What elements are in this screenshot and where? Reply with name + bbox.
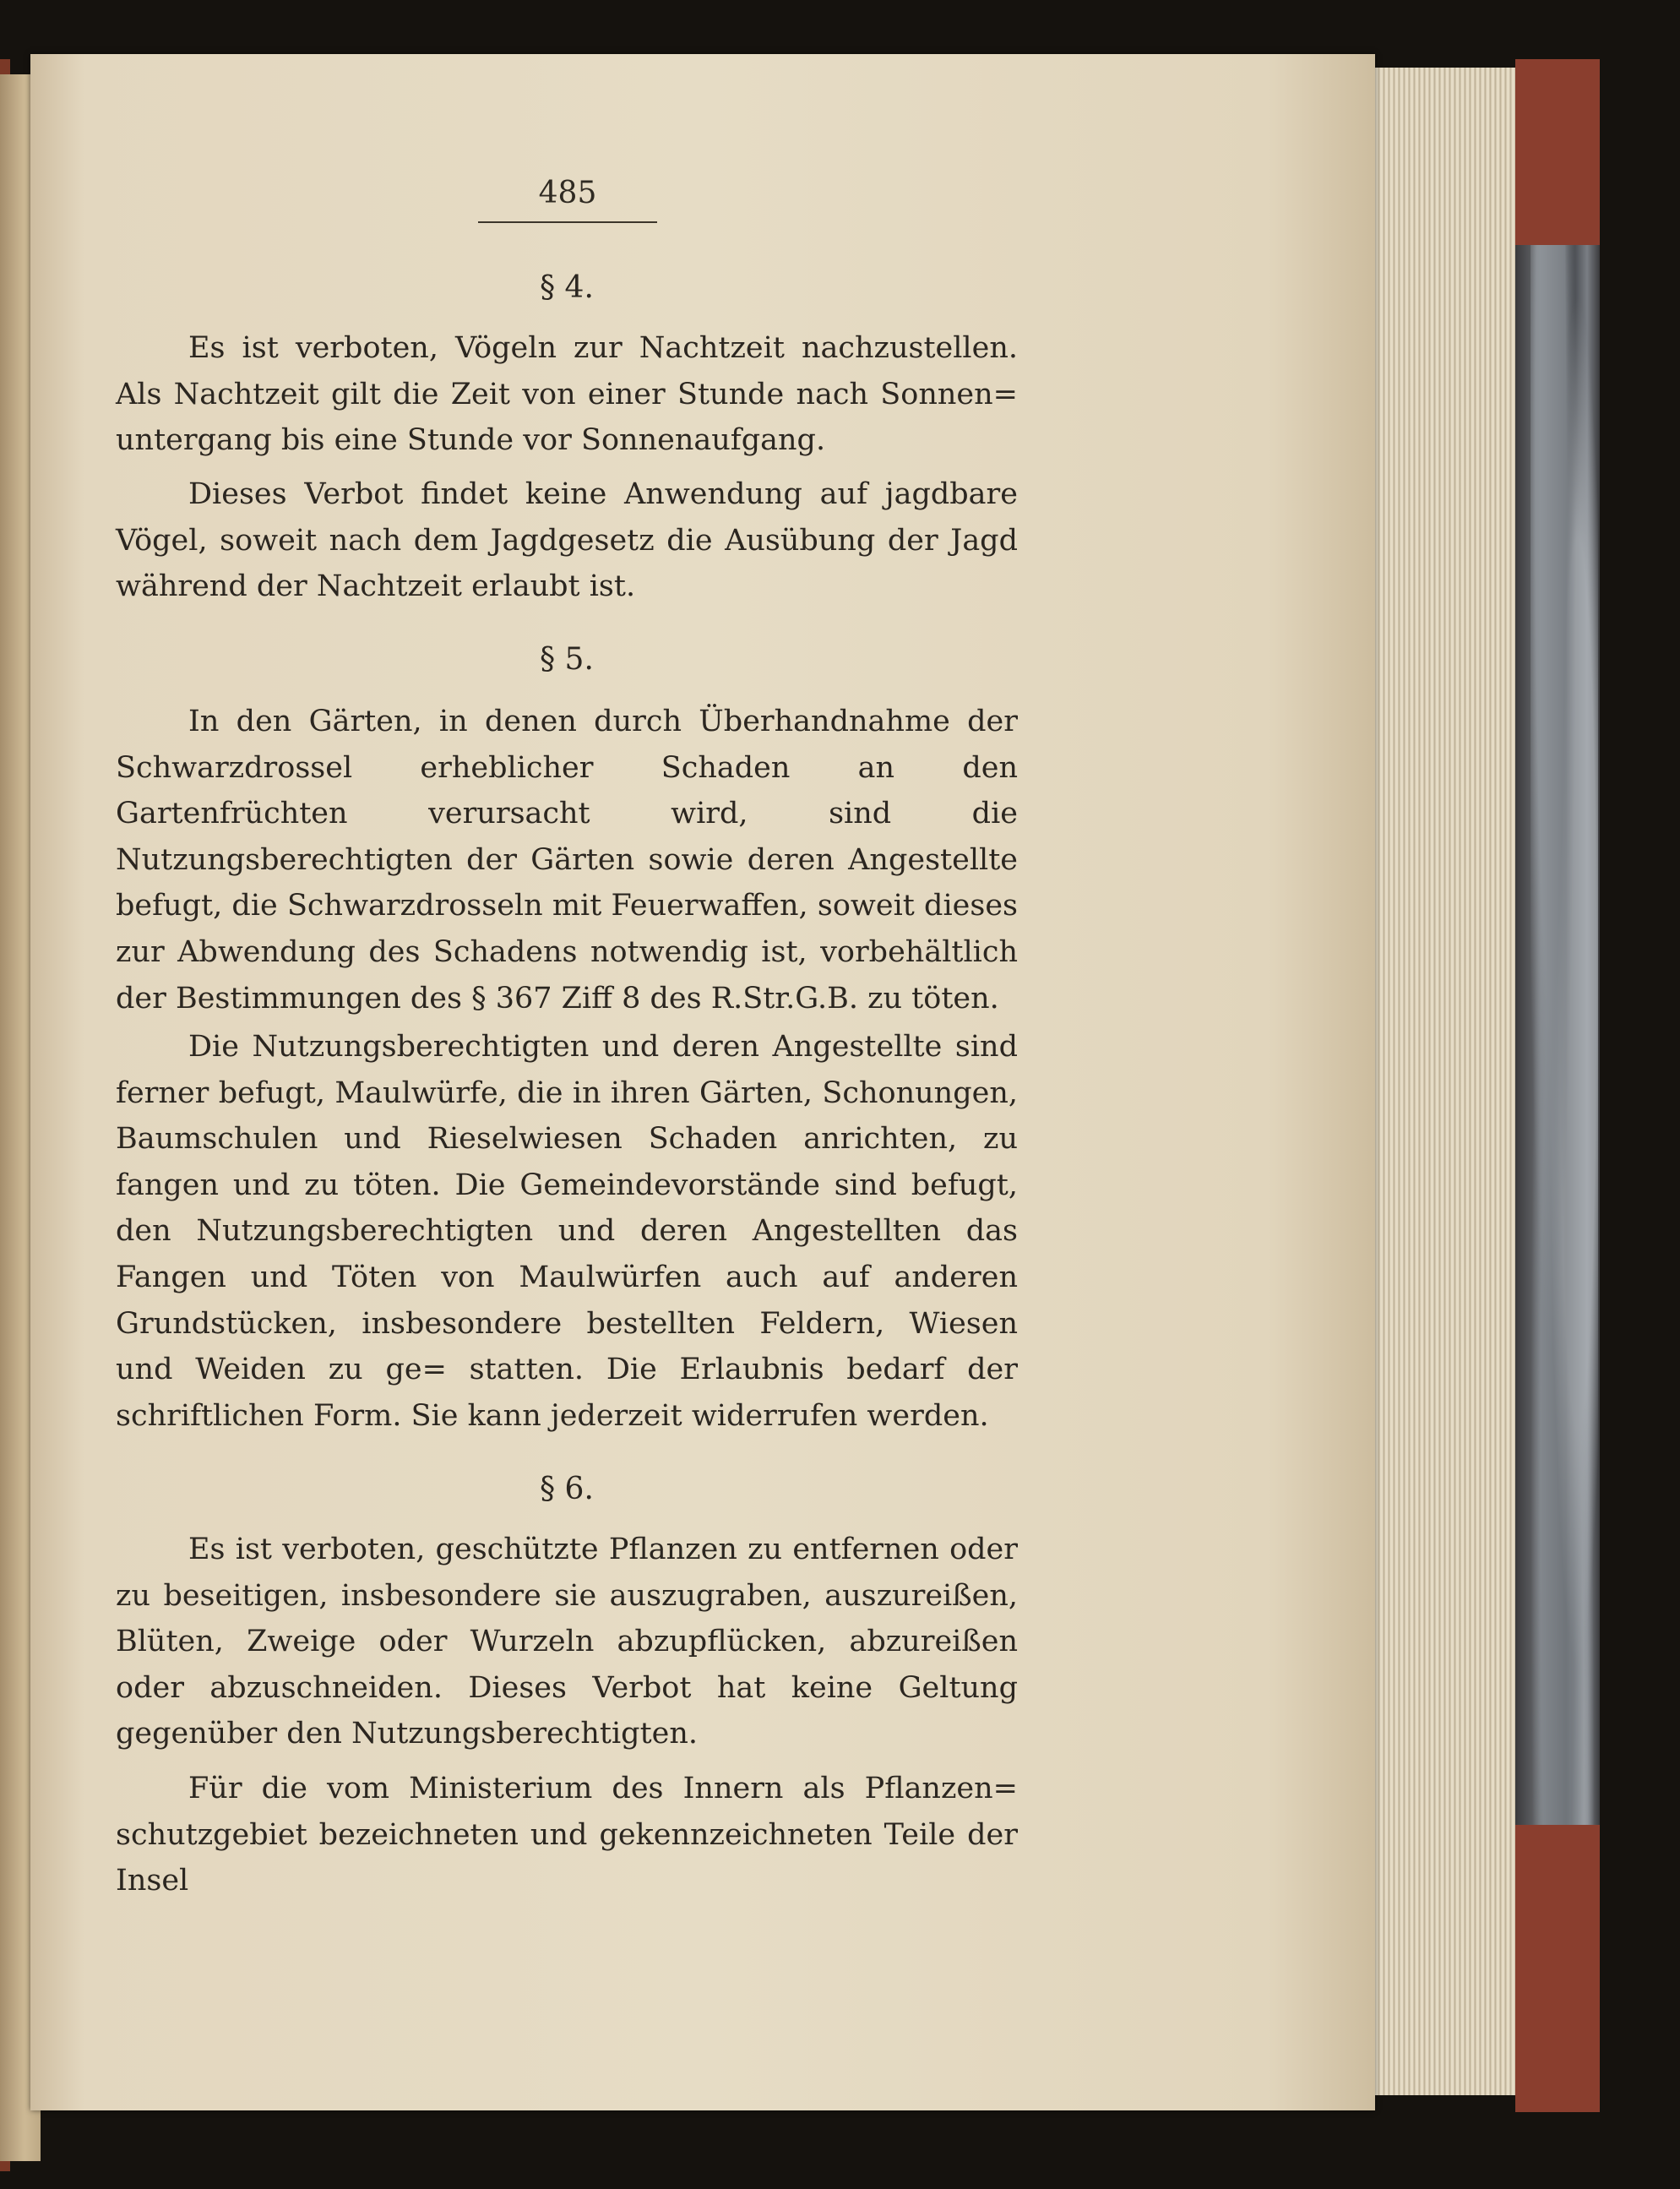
section-heading-5: § 5. (540, 642, 594, 677)
paragraph-4-2: Dieses Verbot findet keine Anwendung auf jagdbare Vögel, soweit nach dem Jagdgesetz die Ausübung der Jagd während der Nachtzeit erlaubt ist. (116, 477, 1018, 604)
page-block-edges (1375, 68, 1515, 2095)
cover-corner-top (1515, 59, 1600, 245)
section-heading-4: § 4. (540, 270, 594, 305)
paragraph-5-2: Die Nutzungsberechtigten und deren Angestellte sind ferner befugt, Maulwürfe, die in ihren Gärten, Schonungen, Baumschulen und Rieselwiesen Schaden anrichten, zu fangen und zu töten. Die Gemeindevorstände sind befugt, den Nutzungsberechtigten und deren Angestellten das Fangen und Töten von Maulwürfen auch auf anderen Grundstücken, insbesondere bestellten Feldern, Wiesen und Weiden zu ge= statten. Die Erlaubnis bedarf der schriftlichen Form. Sie kann jederzeit widerrufen werden. (116, 1030, 1018, 1433)
page-number-rule (478, 221, 657, 223)
paragraph-6-1: Es ist verboten, geschützte Pflanzen zu entfernen oder zu beseitigen, insbesondere sie auszugraben, auszureißen, Blüten, Zweige oder Wurzeln abzupflücken, abzureißen oder abzuschneiden. Dieses Verbot hat keine Geltung gegenüber den Nutzungsberechtigten. (116, 1533, 1018, 1751)
paragraph-6-2: Für die vom Ministerium des Innern als Pflanzen= schutzgebiet bezeichneten und gekennzeichneten Teile der Insel (116, 1772, 1018, 1898)
paragraph-4-1: Es ist verboten, Vögeln zur Nachtzeit nachzustellen. Als Nachtzeit gilt die Zeit von einer Stunde nach Sonnen= untergang bis eine Stunde vor Sonnenaufgang. (116, 331, 1018, 458)
page-number: 485 (538, 176, 597, 210)
cover-corner-bottom (1515, 1825, 1600, 2112)
marbled-cover (1530, 59, 1598, 2112)
paragraph-5-1: In den Gärten, in denen durch Überhandnahme der Schwarzdrossel erheblicher Schaden an den Gartenfrüchten verursacht wird, sind die Nutzungsberechtigten der Gärten sowie deren Angestellte befugt, die Schwarzdrosseln mit Feuerwaffen, soweit dieses zur Abwendung des Schadens notwendig ist, vorbehältlich der Bestimmungen des § 367 Ziff 8 des R.Str.G.B. zu töten. (116, 705, 1018, 1016)
section-heading-6: § 6. (540, 1472, 594, 1506)
